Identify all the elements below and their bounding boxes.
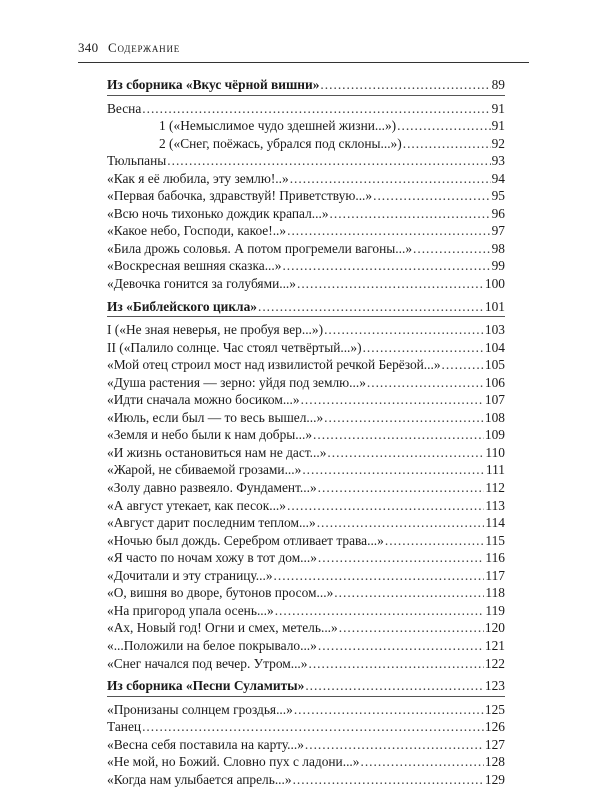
entry-page: 119: [485, 602, 505, 618]
entry-page: 112: [485, 480, 505, 496]
toc-entry: [107, 532, 505, 550]
entry-page: 122: [484, 655, 505, 671]
toc-entry: [107, 152, 505, 170]
entry-title: «...Положили на белое покрывало...»: [107, 637, 317, 653]
entry-title: «Я часто по ночам хожу в тот дом...»: [107, 550, 317, 566]
entry-page: 93: [491, 153, 505, 169]
section-title: Из «Библейского цикла»: [107, 298, 257, 314]
entry-page: 105: [484, 357, 505, 373]
toc-entry: [107, 187, 505, 205]
entry-page: 128: [484, 754, 505, 770]
entry-title: «Золу давно развеяло. Фундамент...»: [107, 480, 317, 496]
entry-page: 91: [491, 118, 505, 134]
entry-page: 117: [485, 567, 505, 583]
dot-leader: [367, 374, 484, 392]
toc-entry: [107, 205, 505, 223]
section-heading: [107, 76, 505, 94]
dot-leader: [167, 152, 490, 170]
toc-section: [107, 76, 505, 293]
section-divider: [107, 696, 505, 697]
entry-page: 107: [484, 392, 505, 408]
toc-entry: [107, 391, 505, 409]
entry-title: 2 («Снег, поёжась, убрался под склоны...»): [159, 135, 402, 151]
entry-title: «Когда нам улыбается апрель...»: [107, 771, 292, 787]
entry-title: II («Палило солнце. Час стоял четвёртый...»): [107, 339, 362, 355]
entry-page: 118: [485, 585, 505, 601]
dot-leader: [330, 205, 491, 223]
section-title: Из сборника «Вкус чёрной вишни»: [107, 77, 320, 92]
dot-leader: [327, 444, 484, 462]
entry-title: Весна: [107, 100, 142, 116]
entry-title: «О, вишня во дворе, бутонов просом...»: [107, 585, 334, 601]
entry-title: «Дочитали и эту страницу...»: [107, 567, 273, 583]
dot-leader: [305, 736, 484, 754]
toc-entry: [107, 321, 505, 339]
entry-page: 97: [491, 223, 505, 239]
entry-page: 113: [485, 497, 505, 513]
toc-entry: [107, 718, 505, 736]
dot-leader: [373, 187, 491, 205]
toc-entry: [107, 753, 505, 771]
dot-leader: [334, 584, 484, 602]
toc-entry: [107, 549, 505, 567]
dot-leader: [385, 532, 485, 550]
entry-page: 111: [485, 462, 505, 478]
toc-entry: [107, 497, 505, 515]
toc-entry: [107, 135, 505, 153]
toc-entry: [107, 619, 505, 637]
entry-page: 125: [484, 701, 505, 717]
entry-title: «Пронизаны солнцем гроздья...»: [107, 701, 293, 717]
entry-title: «Всю ночь тихонько дождик крапал...»: [107, 205, 329, 221]
dot-leader: [413, 240, 491, 258]
section-page: 101: [484, 298, 505, 314]
toc-entry: [107, 567, 505, 585]
toc-entry: [107, 461, 505, 479]
dot-leader: [290, 170, 491, 188]
dot-leader: [403, 135, 491, 153]
toc-entry: [107, 701, 505, 719]
entry-title: «Идти сначала можно босиком...»: [107, 392, 300, 408]
toc-entry: [107, 602, 505, 620]
table-of-contents: [107, 76, 505, 793]
section-page: 123: [484, 678, 505, 694]
entry-page: 91: [491, 100, 505, 116]
entry-title: «Какое небо, Господи, какое!..»: [107, 223, 287, 239]
toc-entry: [107, 275, 505, 293]
dot-leader: [313, 426, 484, 444]
toc-section: [107, 298, 505, 672]
entry-title: «Воскресная вешняя сказка...»: [107, 258, 282, 274]
entry-title: «Мой отец строил мост над извилистой речкой Берёзой...»: [107, 357, 441, 373]
entry-title: «Снег начался под вечер. Утром...»: [107, 655, 308, 671]
entry-title: «Ночью был дождь. Серебром отливает трава...»: [107, 532, 384, 548]
entry-page: 115: [485, 532, 505, 548]
dot-leader: [282, 257, 490, 275]
dot-leader: [258, 298, 484, 316]
toc-entry: [107, 479, 505, 497]
toc-entry: [107, 170, 505, 188]
entry-page: 109: [484, 427, 505, 443]
toc-entry: [107, 514, 505, 532]
entry-title: «Земля и небо были к нам добры...»: [107, 427, 313, 443]
entry-page: 129: [484, 771, 505, 787]
entry-title: «Душа растения — зерно: уйдя под землю...»: [107, 374, 366, 390]
section-title: Из сборника «Песни Суламиты»: [107, 678, 305, 694]
toc-section: [107, 677, 505, 788]
dot-leader: [302, 461, 485, 479]
running-title: Содержание: [107, 40, 181, 55]
section-heading: [107, 298, 505, 316]
entry-title: «И жизнь остановиться нам не даст...»: [107, 444, 327, 460]
dot-leader: [301, 391, 484, 409]
entry-page: 114: [485, 515, 505, 531]
toc-entry: [107, 736, 505, 754]
entry-title: «Жарой, не сбиваемой грозами...»: [107, 462, 302, 478]
running-header: [78, 40, 529, 63]
dot-leader: [318, 479, 485, 497]
toc-entry: [107, 339, 505, 357]
entry-title: Танец: [107, 719, 142, 735]
entry-page: 104: [484, 339, 505, 355]
toc-entry: [107, 257, 505, 275]
entry-page: 98: [491, 240, 505, 256]
dot-leader: [324, 409, 484, 427]
entry-page: 99: [491, 258, 505, 274]
entry-page: 121: [484, 637, 505, 653]
dot-leader: [317, 514, 485, 532]
entry-title: «Ах, Новый год! Огни и смех, метель...»: [107, 620, 338, 636]
section-divider: [107, 316, 505, 317]
entry-title: «Девочка гонится за голубями...»: [107, 276, 296, 292]
dot-leader: [142, 100, 490, 118]
section-divider: [107, 95, 505, 96]
toc-entry: [107, 374, 505, 392]
dot-leader: [324, 321, 484, 339]
entry-title: I («Не зная неверья, не пробуя вер...»): [107, 322, 324, 338]
dot-leader: [442, 356, 484, 374]
toc-entry: [107, 356, 505, 374]
entry-page: 120: [484, 620, 505, 636]
page-number: 340: [78, 40, 99, 55]
entry-page: 103: [484, 322, 505, 338]
entry-title: «Весна себя поставила на карту...»: [107, 736, 304, 752]
toc-entry: [107, 444, 505, 462]
entry-page: 106: [484, 374, 505, 390]
section-heading: [107, 677, 505, 695]
entry-title: «Не мой, но Божий. Словно пух с ладони...»: [107, 754, 360, 770]
entry-page: 126: [484, 719, 505, 735]
dot-leader: [308, 655, 483, 673]
entry-title: «А август утекает, как песок...»: [107, 497, 286, 513]
entry-page: 116: [485, 550, 505, 566]
entry-title: «Как я её любила, эту землю!..»: [107, 170, 289, 186]
dot-leader: [287, 497, 484, 515]
toc-entry: [107, 655, 505, 673]
dot-leader: [294, 701, 484, 719]
dot-leader: [339, 619, 484, 637]
dot-leader: [360, 753, 483, 771]
toc-entry: [107, 117, 505, 135]
dot-leader: [363, 339, 484, 357]
entry-page: 110: [485, 444, 505, 460]
dot-leader: [287, 222, 491, 240]
entry-title: «Июль, если был — то весь вышел...»: [107, 409, 324, 425]
entry-title: «Первая бабочка, здравствуй! Приветствую...»: [107, 188, 373, 204]
dot-leader: [275, 602, 485, 620]
entry-title: Тюльпаны: [107, 153, 167, 169]
dot-leader: [318, 549, 484, 567]
entry-title: 1 («Немыслимое чудо здешней жизни...»): [159, 118, 397, 134]
dot-leader: [318, 637, 484, 655]
entry-title: «Била дрожь соловья. А потом прогремели вагоны...»: [107, 240, 413, 256]
dot-leader: [297, 275, 484, 293]
entry-title: «Август дарит последним теплом...»: [107, 515, 316, 531]
entry-page: 127: [484, 736, 505, 752]
entry-page: 92: [491, 135, 505, 151]
toc-entry: [107, 100, 505, 118]
dot-leader: [142, 718, 484, 736]
toc-entry: [107, 771, 505, 789]
toc-entry: [107, 409, 505, 427]
entry-page: 108: [484, 409, 505, 425]
dot-leader: [293, 771, 484, 789]
toc-entry: [107, 240, 505, 258]
dot-leader: [397, 117, 490, 135]
dot-leader: [305, 677, 484, 695]
dot-leader: [274, 567, 485, 585]
toc-entry: [107, 637, 505, 655]
section-page: 89: [491, 77, 505, 92]
toc-entry: [107, 222, 505, 240]
dot-leader: [320, 76, 490, 94]
entry-page: 94: [491, 170, 505, 186]
toc-entry: [107, 426, 505, 444]
entry-page: 95: [491, 188, 505, 204]
entry-page: 100: [484, 276, 505, 292]
entry-page: 96: [491, 205, 505, 221]
entry-title: «На пригород упала осень...»: [107, 602, 274, 618]
toc-entry: [107, 584, 505, 602]
